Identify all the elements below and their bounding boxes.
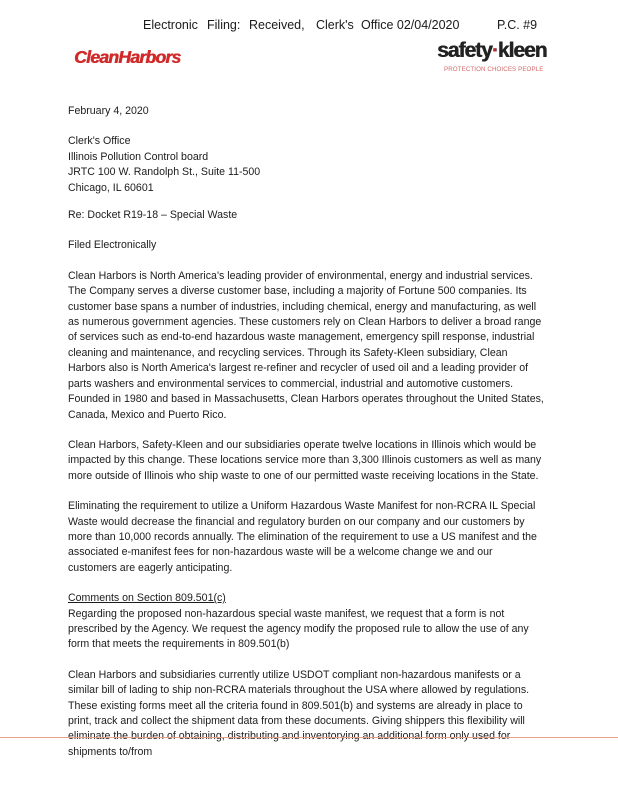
address-line: JRTC 100 W. Randolph St., Suite 11-500 bbox=[68, 166, 261, 179]
paragraph-usdot-manifests: Clean Harbors and subsidiaries currently utilize USDOT compliant non-hazardous manifests or a similar bill of lading to ship non-RCRA materials throughout the USA where allowed by regulations. These existing forms meet all the criteria found in 809.501(b) and systems are already in place to print, track and collect the shipment data from these documents. Giving shippers this flexibility will shipments to/from bbox=[68, 668, 530, 758]
address-line: Chicago, IL 60601 bbox=[68, 181, 154, 194]
safety-kleen-logo-left: safety bbox=[437, 39, 492, 62]
safety-kleen-logo-right: kleen bbox=[497, 39, 547, 62]
safety-kleen-tagline: PROTECTION CHOICES PEOPLE bbox=[444, 66, 544, 73]
recipient-address bbox=[68, 134, 544, 196]
safety-kleen-logo-dot: · bbox=[491, 39, 498, 62]
letter-body bbox=[68, 104, 544, 775]
filing-stamp-header bbox=[0, 18, 618, 38]
paragraph-manifest-requirement: Eliminating the requirement to utilize a Uniform Hazardous Waste Manifest for non-RCRA IL Special Waste would decrease the financial and regulatory burden on our company and our customers by more than 10,000 records annually. The elimination of the requirement to use a US manifest and the associated e-manifest fees for non-hazardous waste will be a welcome change we and our customers are eagerly anticipating. bbox=[68, 500, 537, 574]
filing-header-filing: Filing: bbox=[207, 18, 241, 32]
filing-header-clerks: Clerk's bbox=[316, 18, 354, 32]
address-line: Clerk's Office bbox=[68, 135, 131, 148]
re-line: Re: Docket R19-18 – Special Waste bbox=[68, 209, 238, 222]
filed-electronically: Filed Electronically bbox=[68, 239, 157, 252]
filing-header-electronic: Electronic bbox=[143, 18, 198, 32]
paragraph-company-overview: Clean Harbors is North America's leading provider of environmental, energy and industrial services. The Company serves a diverse customer base, including a majority of Fortune 500 companies. Its customer base spans a number of industries, including chemical, energy and manufacturing, as well as numerous government agencies. These customers rely on Clean Harbors to deliver a broad range of services such as end-to-end hazardous waste management, emergency spill response, industrial cleaning and maintenance, and recycling services. Through its Safety-Kleen subsidiary, Clean Harbors also is North America's largest re-refiner and recycler of used oil and a leading provider of parts washers and environmental services to commercial, industrial and automotive customers. Founded in 1980 and based in Massachusetts, Clean Harbors operates throughout the United States, Canada, Mexico and Puerto Rico. bbox=[68, 269, 544, 421]
footer-divider bbox=[0, 737, 618, 738]
address-line: Illinois Pollution Control board bbox=[68, 150, 209, 163]
paragraph-section-comments: Regarding the proposed non-hazardous special waste manifest, we request that a form is not prescribed by the Agency. We request the agency modify the proposed rule to allow the use of any form that meets the requirements in 809.501(b) bbox=[68, 607, 529, 651]
clean-harbors-logo: CleanHarbors bbox=[74, 47, 181, 67]
letter-date: February 4, 2020 bbox=[68, 105, 149, 117]
filing-header-office-date: Office 02/04/2020 bbox=[361, 18, 460, 32]
section-heading: Comments on Section 809.501(c) bbox=[68, 592, 226, 605]
safety-kleen-logo bbox=[437, 39, 546, 63]
paragraph-illinois-locations: Clean Harbors, Safety-Kleen and our subsidiaries operate twelve locations in Illinois which would be impacted by this change. These locations service more than 3,300 Illinois customers as well as many more outside of Illinois who ship waste to one of our permitted waste receiving locations in the State. bbox=[68, 438, 542, 482]
filing-header-pc-number: P.C. #9 bbox=[497, 18, 538, 32]
filing-header-received: Received, bbox=[249, 18, 305, 32]
